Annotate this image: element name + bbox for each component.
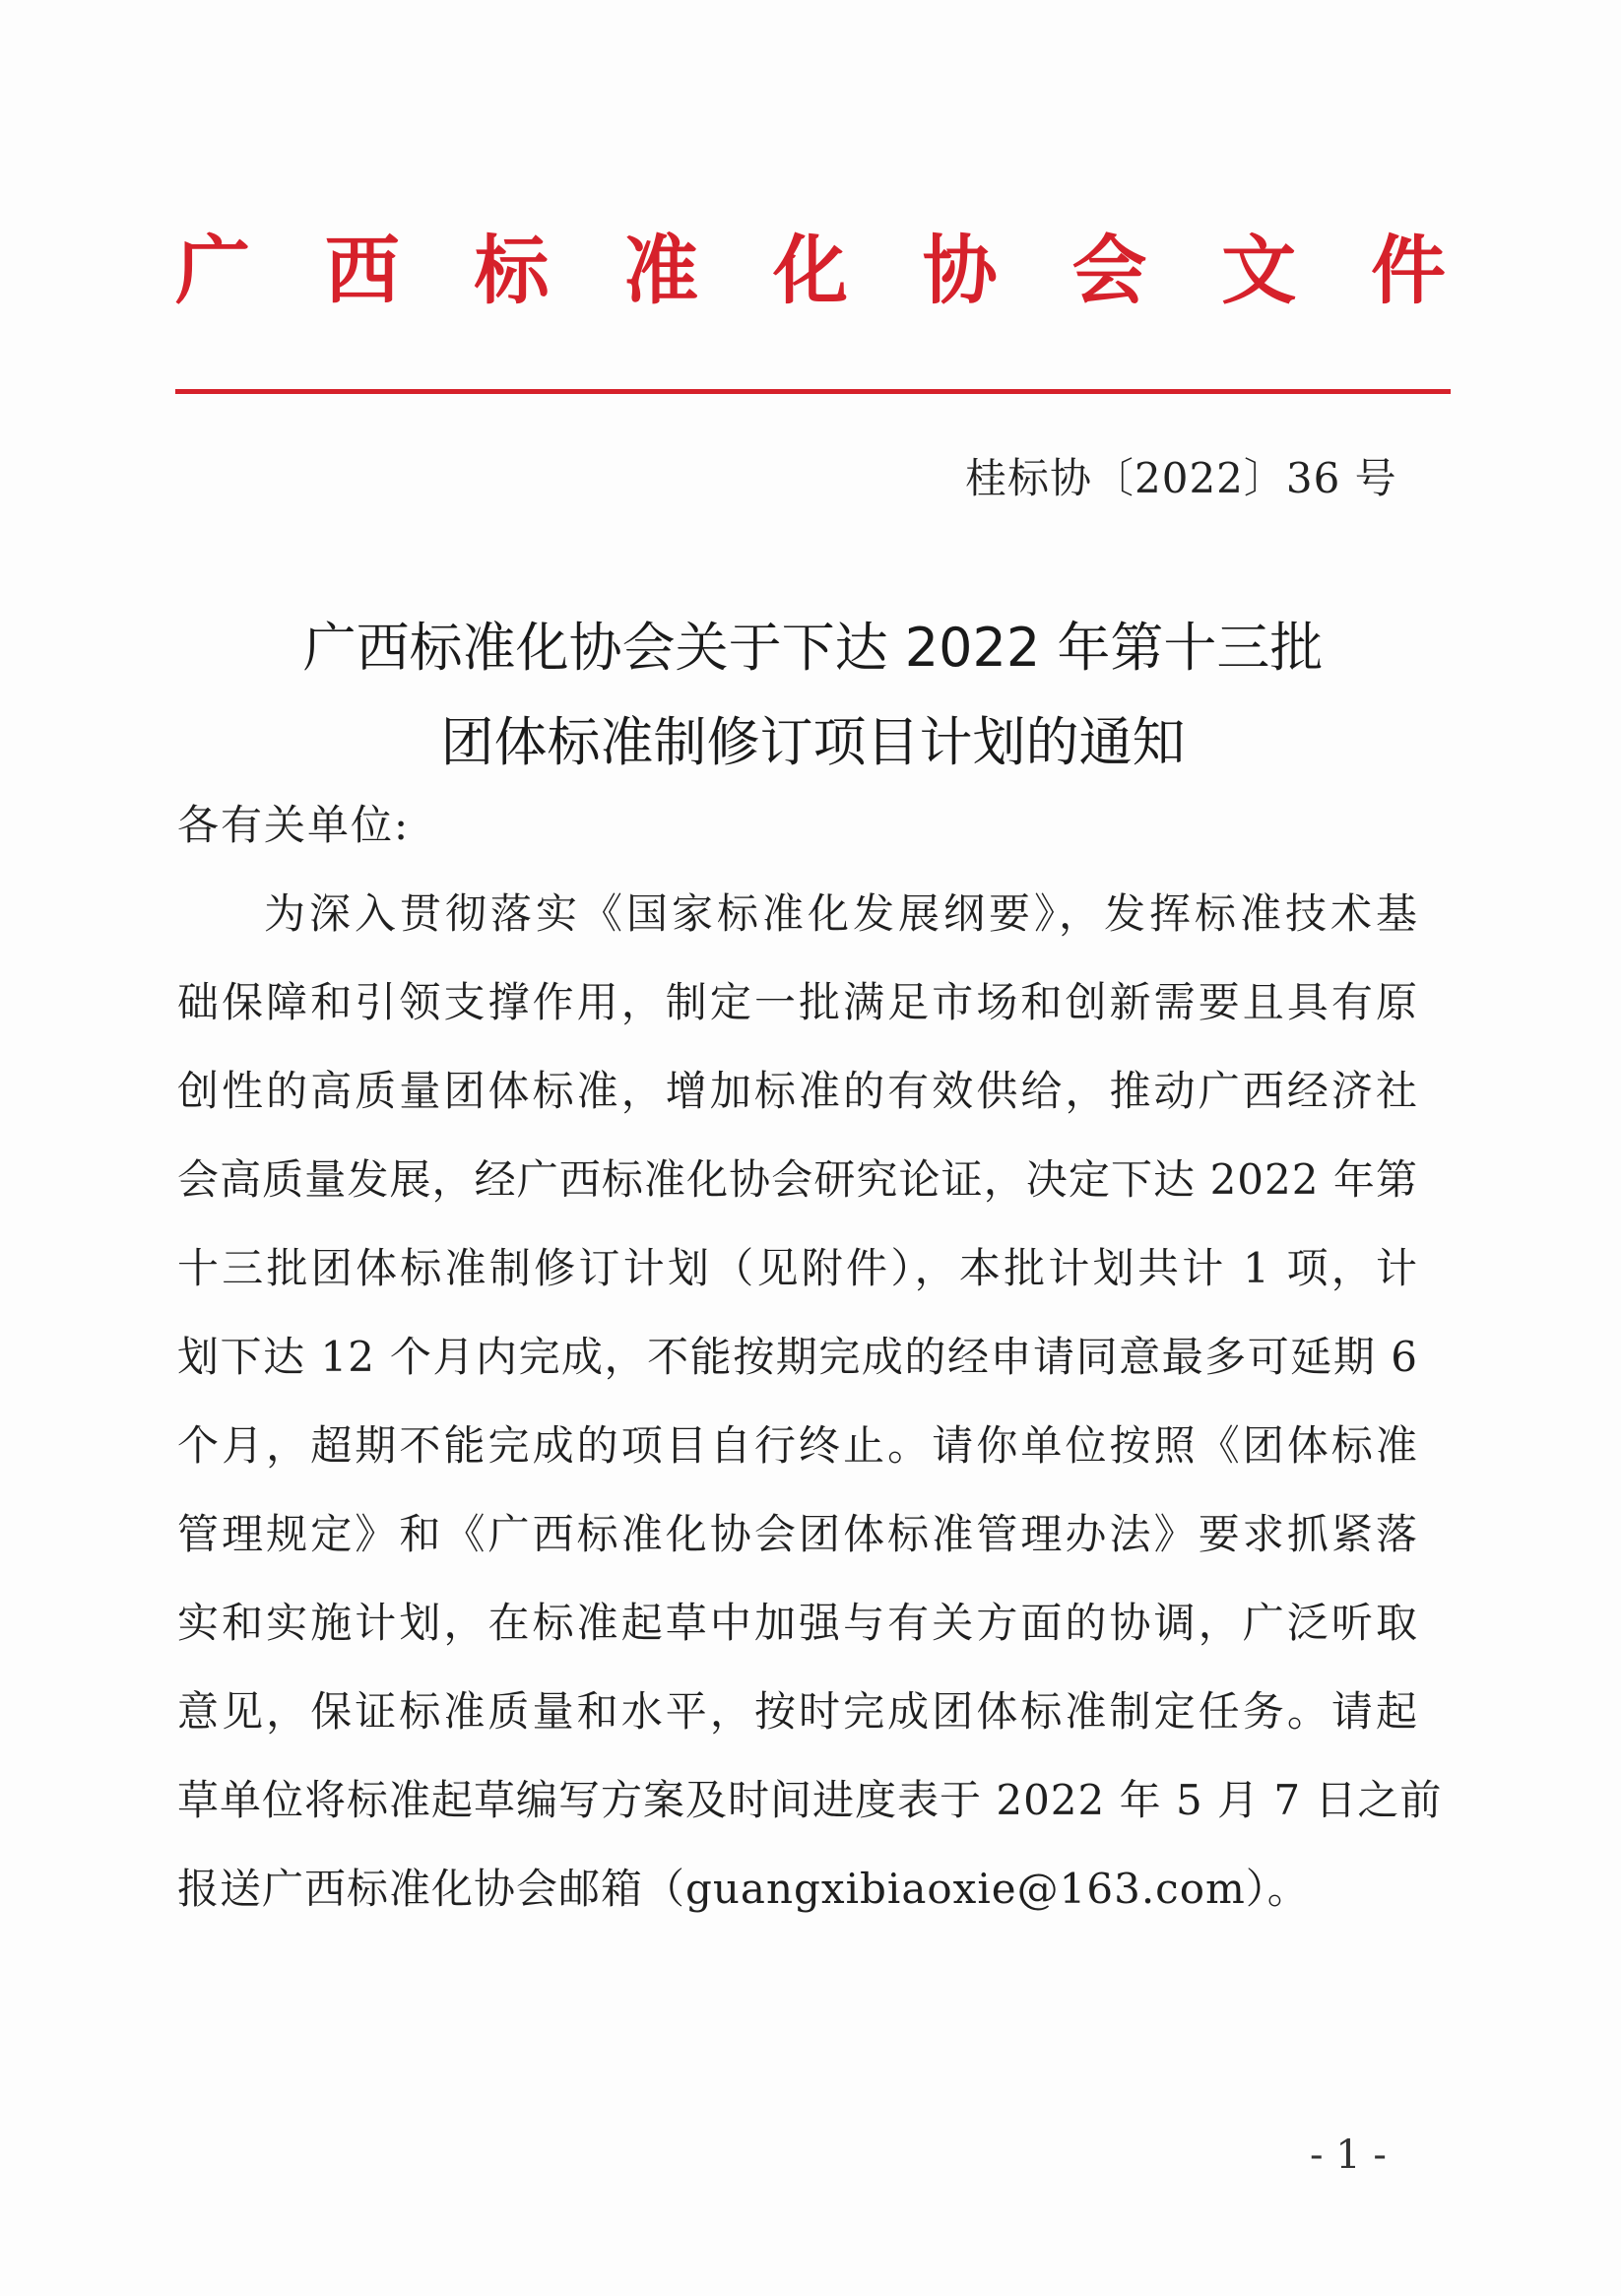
- header-char: 广: [175, 227, 250, 314]
- salutation: 各有关单位:: [177, 801, 411, 849]
- body-line: 个月，超期不能完成的项目自行终止。请你单位按照《团体标准: [177, 1421, 1418, 1470]
- document-header-title: [175, 222, 1446, 320]
- document-title-line-1: 广西标准化协会关于下达 2022 年第十三批: [302, 617, 1324, 679]
- header-char: 会: [1071, 227, 1147, 314]
- header-char: 协: [922, 227, 998, 314]
- body-paragraph: [177, 885, 1443, 1948]
- body-line: 础保障和引领支撑作用，制定一批满足市场和创新需要且具有原: [177, 978, 1418, 1026]
- body-line: 意见，保证标准质量和水平，按时完成团体标准制定任务。请起: [177, 1687, 1418, 1736]
- body-line: 会高质量发展，经广西标准化协会研究论证，决定下达 2022 年第: [177, 1155, 1418, 1204]
- body-line-email: 报送广西标准化协会邮箱（guangxibiaoxie@163.com）。: [177, 1865, 1310, 1913]
- body-line: 为深入贯彻落实《国家标准化发展纲要》，发挥标准技术基: [264, 889, 1418, 938]
- header-char: 准: [623, 227, 699, 314]
- header-char: 文: [1221, 227, 1297, 314]
- page-number: - 1 -: [1310, 2132, 1387, 2178]
- header-char: 化: [773, 227, 848, 314]
- header-char: 件: [1371, 227, 1446, 314]
- header-char: 西: [324, 227, 400, 314]
- header-red-rule: [175, 389, 1451, 394]
- body-line: 管理规定》和《广西标准化协会团体标准管理办法》要求抓紧落: [177, 1510, 1418, 1558]
- document-title: [175, 601, 1451, 790]
- body-line: 划下达 12 个月内完成，不能按期完成的经申请同意最多可延期 6: [177, 1333, 1418, 1381]
- document-title-line-2: 团体标准制修订项目计划的通知: [440, 711, 1186, 773]
- body-line: 草单位将标准起草编写方案及时间进度表于 2022 年 5 月 7 日之前: [177, 1776, 1443, 1824]
- body-line: 实和实施计划，在标准起草中加强与有关方面的协调，广泛听取: [177, 1599, 1418, 1647]
- document-number: 桂标协〔2022〕36 号: [965, 454, 1397, 502]
- header-char: 标: [474, 227, 550, 314]
- body-line: 创性的高质量团体标准，增加标准的有效供给，推动广西经济社: [177, 1067, 1418, 1115]
- body-line: 十三批团体标准制修订计划（见附件），本批计划共计 1 项，计: [177, 1244, 1418, 1292]
